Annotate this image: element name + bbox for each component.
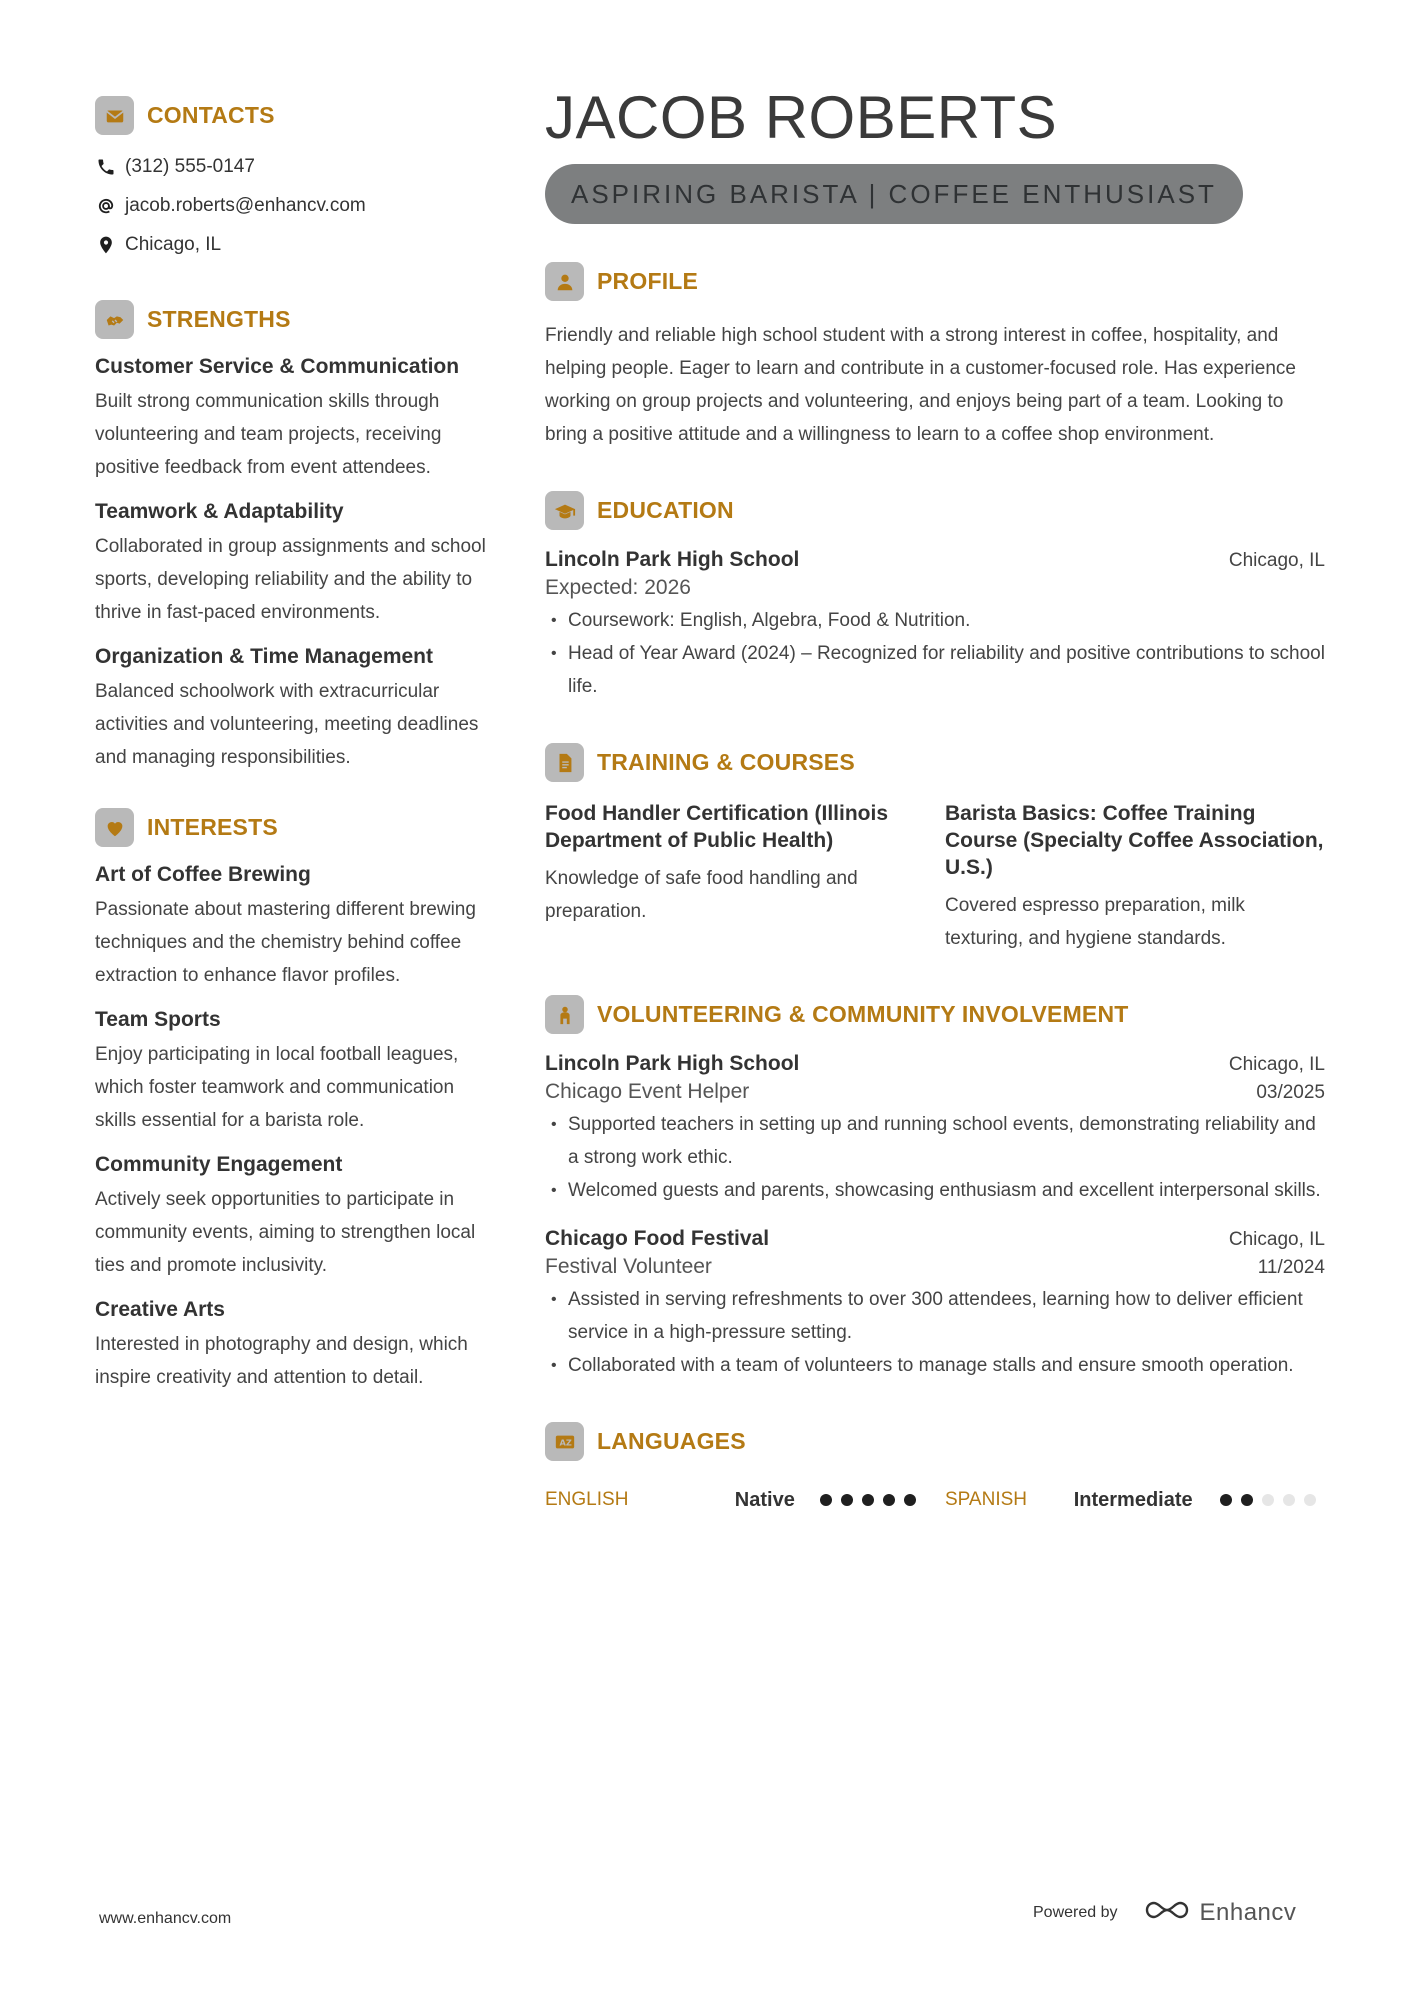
volunteer-org: Chicago Food Festival bbox=[545, 1227, 770, 1250]
contact-email[interactable] bbox=[95, 186, 495, 225]
contact-phone[interactable] bbox=[95, 147, 495, 186]
course-desc: Covered espresso preparation, milk texturing, and hygiene standards. bbox=[945, 895, 1245, 949]
volunteer-role-row bbox=[545, 1080, 1325, 1104]
volunteer-date: 11/2024 bbox=[1257, 1257, 1325, 1278]
heart-icon bbox=[95, 808, 134, 847]
volunteering-heading bbox=[545, 995, 1325, 1034]
handshake-icon bbox=[95, 300, 134, 339]
strengths-title: STRENGTHS bbox=[147, 306, 291, 332]
title-pill: ASPIRING BARISTA | COFFEE ENTHUSIAST bbox=[545, 164, 1243, 224]
graduation-cap-icon bbox=[545, 491, 584, 530]
volunteer-role: Festival Volunteer bbox=[545, 1255, 712, 1278]
interest-title: Team Sports bbox=[95, 1008, 221, 1031]
list-item: • Collaborated with a team of volunteers to manage stalls and ensure smooth operation. bbox=[545, 1349, 1325, 1382]
interest-item bbox=[95, 1298, 495, 1394]
rating-dot-filled bbox=[820, 1494, 832, 1506]
header bbox=[545, 82, 1325, 224]
interest-title: Art of Coffee Brewing bbox=[95, 863, 311, 886]
volunteering-title: VOLUNTEERING & COMMUNITY INVOLVEMENT bbox=[597, 1001, 1129, 1027]
person-icon bbox=[545, 262, 584, 301]
profile-title: PROFILE bbox=[597, 268, 699, 294]
list-item: • Coursework: English, Algebra, Food & Nutrition. bbox=[545, 604, 1325, 637]
interest-desc: Enjoy participating in local football leagues, which foster teamwork and communication skills essential for a barista role. bbox=[95, 1044, 459, 1131]
language-level: Intermediate bbox=[1073, 1488, 1193, 1511]
document-icon bbox=[545, 743, 584, 782]
interest-desc: Passionate about mastering different brewing techniques and the chemistry behind coffee extraction to enhance flavor profiles. bbox=[95, 899, 476, 986]
interest-desc: Actively seek opportunities to participate in community events, aiming to strengthen local ties and promote inclusivity. bbox=[95, 1189, 476, 1276]
enhancv-logo-icon bbox=[1144, 1898, 1190, 1927]
strengths-heading bbox=[95, 300, 495, 339]
language-icon bbox=[545, 1422, 584, 1461]
volunteering-section bbox=[545, 995, 1325, 1382]
svg-text:A: A bbox=[559, 1437, 566, 1448]
languages-heading bbox=[545, 1422, 1325, 1461]
contact-location bbox=[95, 225, 495, 264]
volunteer-entry bbox=[545, 1227, 1325, 1382]
volunteer-bullets bbox=[545, 1108, 1325, 1207]
interest-desc: Interested in photography and design, which inspire creativity and attention to detail. bbox=[95, 1334, 468, 1388]
volunteer-bullets bbox=[545, 1283, 1325, 1382]
course-list bbox=[545, 800, 1325, 955]
language-rating bbox=[820, 1494, 925, 1506]
location-text: Chicago, IL bbox=[125, 233, 222, 255]
education-heading bbox=[545, 491, 1325, 530]
school-location: Chicago, IL bbox=[1228, 550, 1325, 571]
volunteer-role-row bbox=[545, 1255, 1325, 1279]
education-bullets bbox=[545, 604, 1325, 703]
volunteer-location: Chicago, IL bbox=[1228, 1054, 1325, 1075]
interests-section bbox=[95, 808, 495, 1394]
interest-title: Creative Arts bbox=[95, 1298, 225, 1321]
rating-dot-filled bbox=[1241, 1494, 1253, 1506]
languages-section bbox=[545, 1422, 1325, 1515]
profile-text: Friendly and reliable high school student with a strong interest in coffee, hospitality, and helping people. Eager to learn and contribute in a customer-focused role. Has experience working on group projects and volunteering, and enjoys being part of a team. Looking to bring a positive attitude and a willingness to learn to a coffee shop environment. bbox=[545, 325, 1296, 445]
rating-dot-filled bbox=[1220, 1494, 1232, 1506]
interest-item bbox=[95, 1153, 495, 1282]
envelope-icon bbox=[95, 96, 134, 135]
language-item bbox=[545, 1485, 925, 1515]
list-item: • Assisted in serving refreshments to over 300 attendees, learning how to deliver efficient service in a high-pressure setting. bbox=[545, 1283, 1325, 1349]
volunteer-entry bbox=[545, 1052, 1325, 1207]
footer-branding bbox=[1033, 1898, 1296, 1927]
contacts-section bbox=[95, 96, 495, 264]
interests-heading bbox=[95, 808, 495, 847]
rating-dot-filled bbox=[883, 1494, 895, 1506]
volunteer-location: Chicago, IL bbox=[1228, 1229, 1325, 1250]
education-title: EDUCATION bbox=[597, 497, 734, 523]
strengths-section bbox=[95, 300, 495, 774]
training-title: TRAINING & COURSES bbox=[597, 749, 855, 775]
profile-section bbox=[545, 262, 1325, 451]
profile-heading bbox=[545, 262, 1325, 301]
expected-date: Expected: 2026 bbox=[545, 576, 691, 599]
community-icon bbox=[545, 995, 584, 1034]
strength-item bbox=[95, 500, 495, 629]
interests-title: INTERESTS bbox=[147, 814, 278, 840]
candidate-name: JACOB ROBERTS bbox=[545, 84, 1058, 151]
left-column bbox=[95, 96, 495, 1410]
list-item: • Supported teachers in setting up and running school events, demonstrating reliability and a strong work ethic. bbox=[545, 1108, 1325, 1174]
training-heading bbox=[545, 743, 1325, 782]
interest-title: Community Engagement bbox=[95, 1153, 343, 1176]
language-list bbox=[545, 1485, 1325, 1515]
language-level: Native bbox=[734, 1488, 795, 1511]
course-item bbox=[945, 800, 1325, 955]
training-section bbox=[545, 743, 1325, 955]
list-item: • Welcomed guests and parents, showcasing enthusiasm and excellent interpersonal skills. bbox=[545, 1174, 1325, 1207]
course-title: Food Handler Certification (Illinois Department of Public Health) bbox=[545, 802, 889, 852]
contacts-title: CONTACTS bbox=[147, 102, 275, 128]
volunteer-org: Lincoln Park High School bbox=[545, 1052, 800, 1075]
rating-dot-empty bbox=[1304, 1494, 1316, 1506]
language-name: ENGLISH bbox=[545, 1489, 629, 1510]
strength-title: Customer Service & Communication bbox=[95, 355, 460, 378]
course-desc: Knowledge of safe food handling and preparation. bbox=[545, 868, 858, 922]
strength-title: Organization & Time Management bbox=[95, 645, 433, 668]
strength-title: Teamwork & Adaptability bbox=[95, 500, 344, 523]
svg-text:Z: Z bbox=[565, 1437, 572, 1448]
at-icon bbox=[95, 195, 117, 217]
strength-item bbox=[95, 355, 495, 484]
interest-item bbox=[95, 863, 495, 992]
languages-title: LANGUAGES bbox=[597, 1428, 746, 1454]
right-column bbox=[545, 82, 1325, 1515]
phone-icon bbox=[95, 156, 117, 178]
map-pin-icon bbox=[95, 234, 117, 256]
phone-text: (312) 555-0147 bbox=[125, 155, 255, 177]
language-item bbox=[945, 1485, 1325, 1515]
rating-dot-filled bbox=[862, 1494, 874, 1506]
rating-dot-empty bbox=[1283, 1494, 1295, 1506]
education-section bbox=[545, 491, 1325, 703]
strength-desc: Collaborated in group assignments and school sports, developing reliability and the ability to thrive in fast-paced environments. bbox=[95, 536, 486, 623]
language-rating bbox=[1220, 1494, 1325, 1506]
volunteer-role: Chicago Event Helper bbox=[545, 1080, 750, 1103]
education-entry-head bbox=[545, 548, 1325, 572]
contacts-heading bbox=[95, 96, 495, 135]
footer-website[interactable]: www.enhancv.com bbox=[99, 1910, 232, 1927]
list-item: • Head of Year Award (2024) – Recognized for reliability and positive contributions to school life. bbox=[545, 637, 1325, 703]
language-name: SPANISH bbox=[945, 1489, 1028, 1510]
strength-desc: Built strong communication skills through volunteering and team projects, receiving positive feedback from event attendees. bbox=[95, 391, 442, 478]
rating-dot-filled bbox=[904, 1494, 916, 1506]
strength-desc: Balanced schoolwork with extracurricular activities and volunteering, meeting deadlines and managing responsibilities. bbox=[95, 681, 479, 768]
rating-dot-empty bbox=[1262, 1494, 1274, 1506]
course-title: Barista Basics: Coffee Training Course (Specialty Coffee Association, U.S.) bbox=[945, 802, 1324, 879]
interest-item bbox=[95, 1008, 495, 1137]
school-name: Lincoln Park High School bbox=[545, 548, 800, 571]
strength-item bbox=[95, 645, 495, 774]
rating-dot-filled bbox=[841, 1494, 853, 1506]
email-text: jacob.roberts@enhancv.com bbox=[125, 194, 366, 216]
volunteer-entry-head bbox=[545, 1052, 1325, 1076]
volunteer-date: 03/2025 bbox=[1256, 1082, 1325, 1103]
volunteer-entry-head bbox=[545, 1227, 1325, 1251]
brand-name: Enhancv bbox=[1199, 1898, 1297, 1926]
powered-by-label: Powered by bbox=[1033, 1903, 1118, 1921]
course-item bbox=[545, 800, 925, 955]
